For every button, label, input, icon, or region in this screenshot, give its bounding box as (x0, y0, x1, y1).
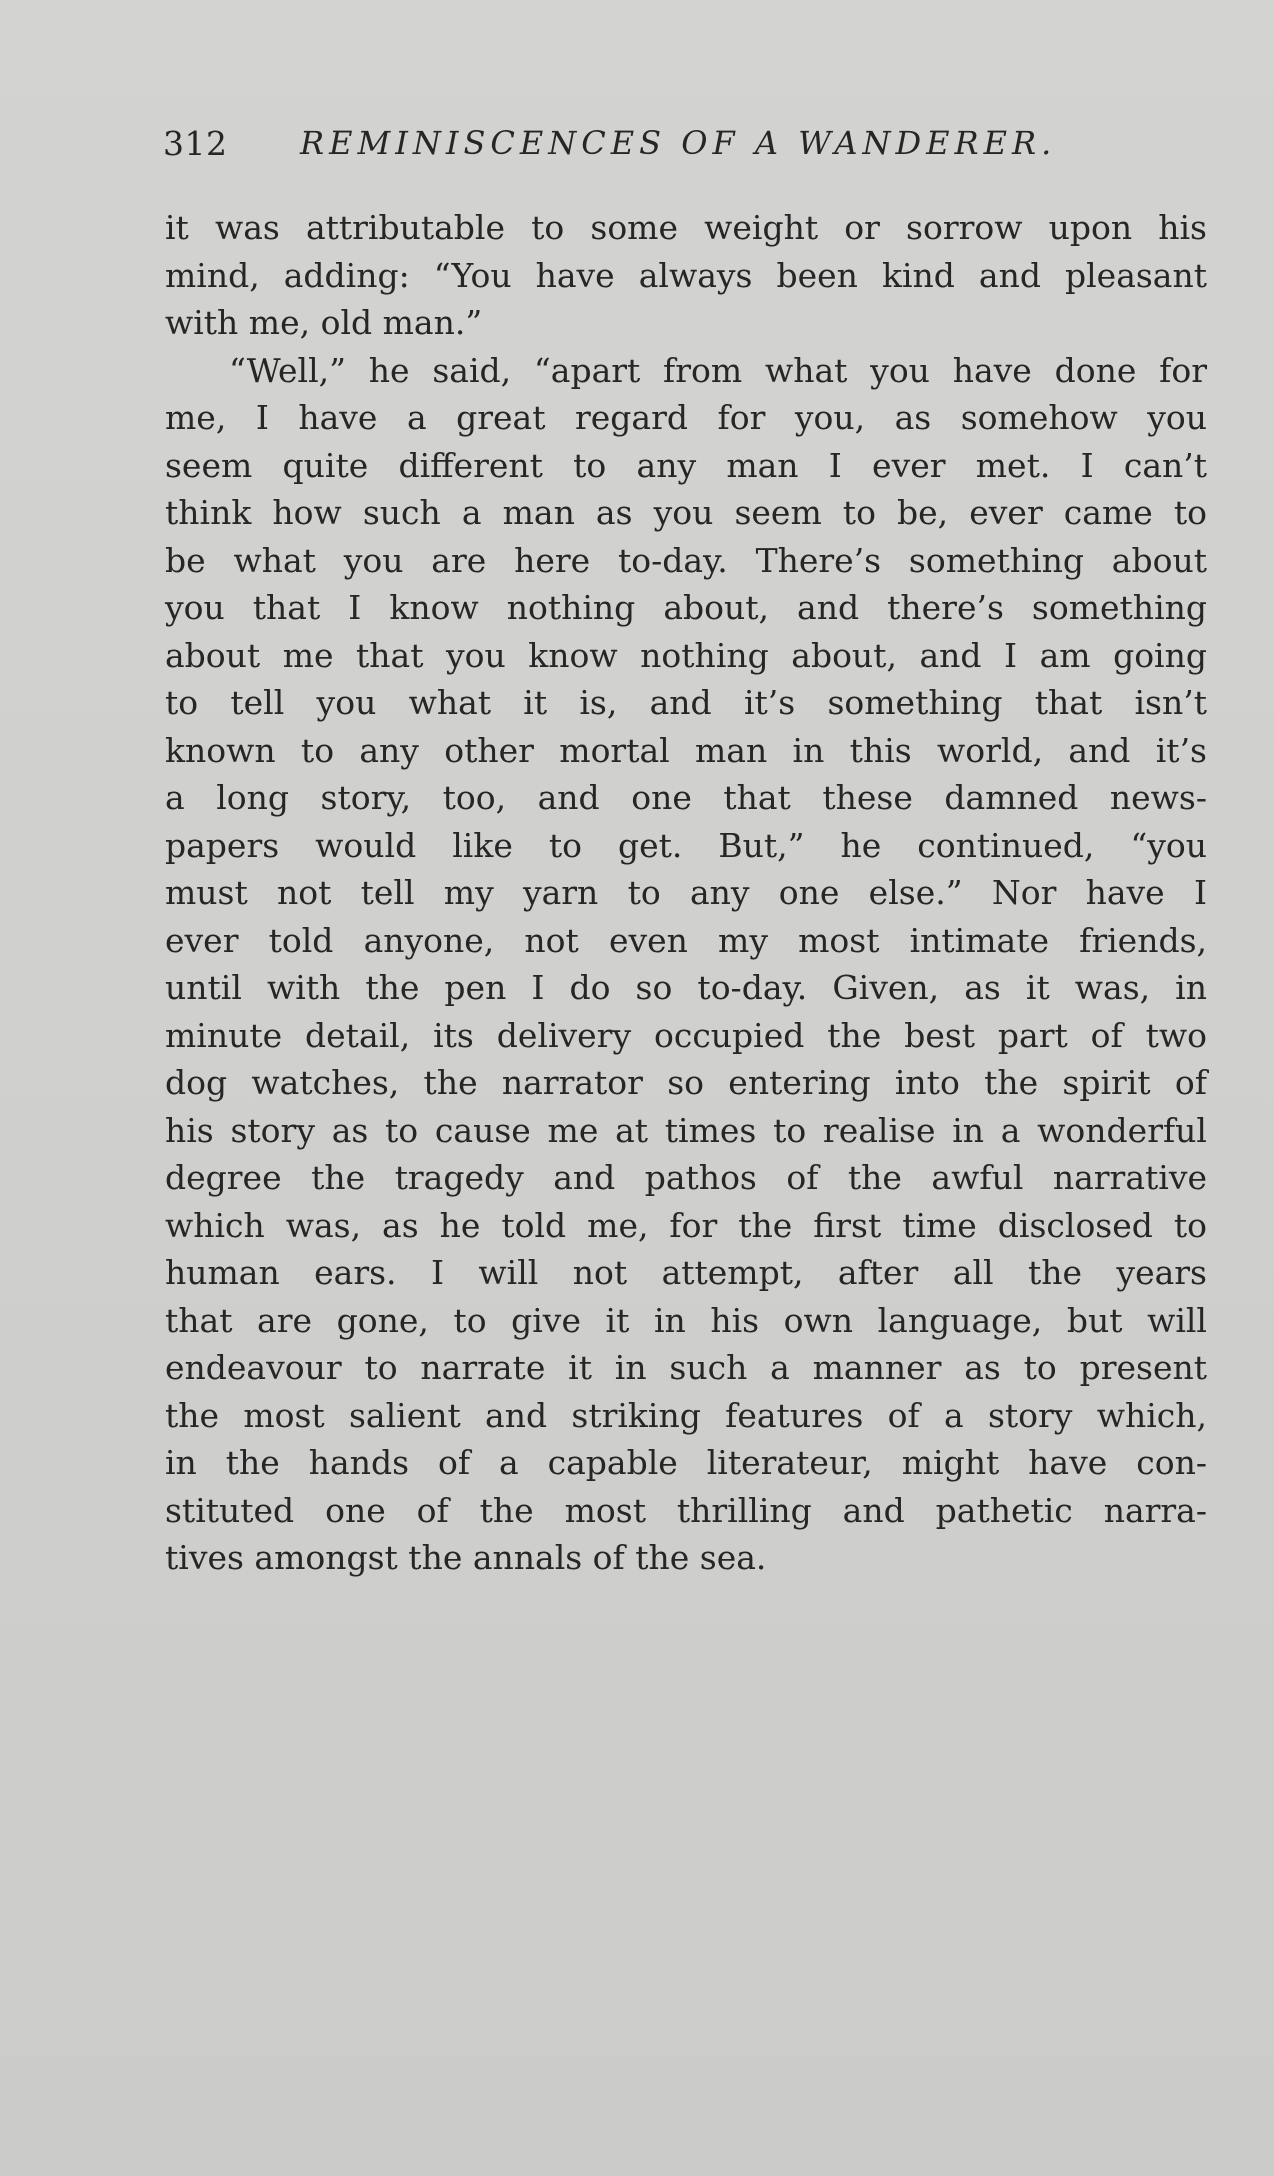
text-line: you that I know nothing about, and there’s something (165, 588, 1207, 627)
text-line: which was, as he told me, for the first time disclosed to (165, 1205, 1207, 1245)
text-line: minute detail, its delivery occupied the best part of two (165, 1015, 1207, 1055)
text-line: that are gone, to give it in his own language, but will (165, 1300, 1207, 1340)
text-line: “Well,” he said, “apart from what you have done for (229, 350, 1207, 390)
text-line: human ears. I will not attempt, after all the years (165, 1253, 1207, 1292)
text-line: degree the tragedy and pathos of the awful narrative (165, 1158, 1207, 1197)
text-line: tives amongst the annals of the sea. (165, 1538, 767, 1577)
text-line: until with the pen I do so to-day. Given, as it was, in (165, 968, 1207, 1007)
text-line: it was attributable to some weight or sorrow upon his (165, 208, 1207, 247)
text-line: known to any other mortal man in this world, and it’s (165, 730, 1207, 770)
text-line: the most salient and striking features of a story which, (165, 1395, 1207, 1435)
text-line: in the hands of a capable literateur, might have con- (165, 1443, 1207, 1482)
text-line: stituted one of the most thrilling and pathetic narra- (165, 1490, 1207, 1530)
text-line: must not tell my yarn to any one else.” Nor have I (165, 873, 1207, 912)
text-line: with me, old man.” (165, 303, 483, 342)
text-line: dog watches, the narrator so entering into the spirit of (165, 1063, 1207, 1102)
text-line: a long story, too, and one that these damned news- (165, 778, 1207, 817)
text-line: endeavour to narrate it in such a manner as to present (165, 1348, 1207, 1387)
page-number: 312 (163, 124, 228, 163)
text-line: his story as to cause me at times to realise in a wonderful (165, 1110, 1207, 1150)
body-text (165, 204, 1207, 1582)
page-header (163, 124, 1103, 180)
text-line: to tell you what it is, and it’s something that isn’t (165, 683, 1207, 722)
text-line: about me that you know nothing about, and I am going (165, 635, 1207, 675)
text-line: be what you are here to-day. There’s something about (165, 540, 1207, 580)
text-line: seem quite different to any man I ever met. I can’t (165, 445, 1207, 485)
text-line: me, I have a great regard for you, as somehow you (165, 398, 1207, 437)
text-line: think how such a man as you seem to be, ever came to (165, 493, 1207, 532)
running-title: REMINISCENCES OF A WANDERER. (300, 124, 1057, 162)
text-line: ever told anyone, not even my most intimate friends, (165, 920, 1207, 960)
text-line: mind, adding: “You have always been kind and pleasant (165, 255, 1207, 295)
text-line: papers would like to get. But,” he continued, “you (165, 825, 1207, 865)
